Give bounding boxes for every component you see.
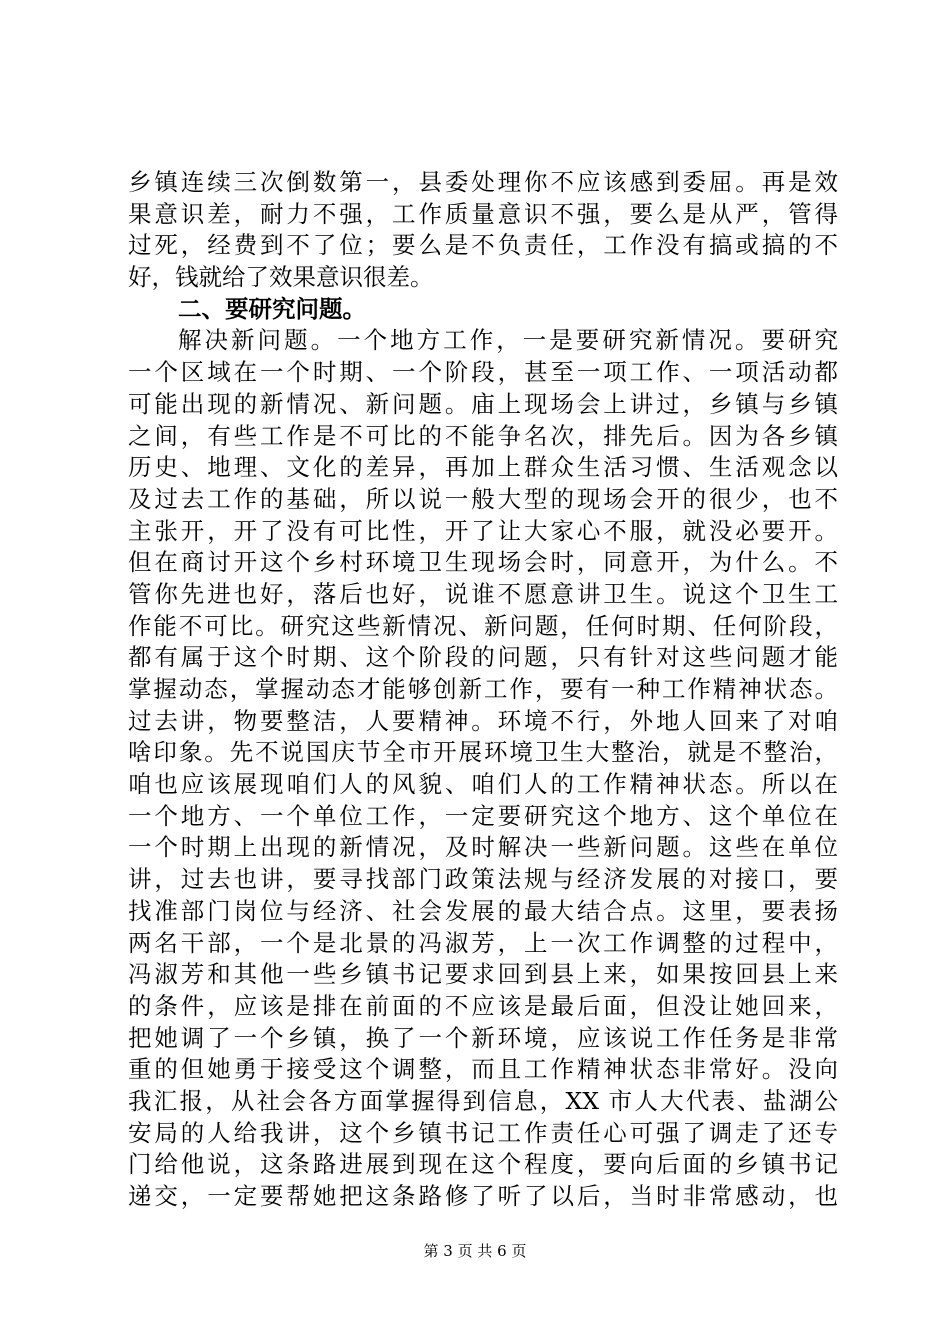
text-line: 一个时期上出现的新情况，及时解决一些新问题。这些在单位 <box>128 833 838 862</box>
text-line: 及过去工作的基础，所以说一般大型的现场会开的很少，也不 <box>128 484 838 513</box>
text-line: 都有属于这个时期、这个阶段的问题，只有针对这些问题才能 <box>128 643 838 672</box>
text-line: 乡镇连续三次倒数第一，县委处理你不应该感到委屈。再是效 <box>128 168 838 196</box>
section-heading: 二、要研究问题。 <box>178 294 366 323</box>
text-line: 递交，一定要帮她把这条路修了听了以后，当时非常感动，也 <box>128 1182 838 1210</box>
text-line: 找准部门岗位与经济、社会发展的最大结合点。这里，要表扬 <box>128 896 838 925</box>
text-line: 两名干部，一个是北景的冯淑芳，上一次工作调整的过程中， <box>128 928 838 957</box>
text-line: 历史、地理、文化的差异，再加上群众生活习惯、生活观念以 <box>128 453 838 482</box>
text-line: 可能出现的新情况、新问题。庙上现场会上讲过，乡镇与乡镇 <box>128 389 838 418</box>
text-line: 果意识差，耐力不强，工作质量意识不强，要么是从严，管得 <box>128 199 838 228</box>
text-line: 我汇报，从社会各方面掌握得到信息，XX 市人大代表、盐湖公 <box>128 1086 838 1115</box>
text-line: 主张开，开了没有可比性，开了让大家心不服，就没必要开。 <box>128 516 838 545</box>
text-line: 过死，经费到不了位；要么是不负责任，工作没有搞或搞的不 <box>128 231 838 260</box>
text-line: 门给他说，这条路进展到现在这个程度，要向后面的乡镇书记 <box>128 1150 838 1179</box>
text-line: 重的但她勇于接受这个调整，而且工作精神状态非常好。没向 <box>128 1055 838 1084</box>
text-line: 一个地方、一个单位工作，一定要研究这个地方、这个单位在 <box>128 801 838 830</box>
text-line: 安局的人给我讲，这个乡镇书记工作责任心可强了调走了还专 <box>128 1118 838 1147</box>
text-line: 咱也应该展现咱们人的风貌、咱们人的工作精神状态。所以在 <box>128 770 838 799</box>
text-line: 掌握动态，掌握动态才能够创新工作，要有一种工作精神状态。 <box>128 675 838 703</box>
page-number-footer: 第 3 页 共 6 页 <box>423 1242 527 1260</box>
text-line: 把她调了一个乡镇，换了一个新环境，应该说工作任务是非常 <box>128 1023 838 1052</box>
text-line: 但在商讨开这个乡村环境卫生现场会时，同意开，为什么。不 <box>128 548 838 577</box>
text-line: 之间，有些工作是不可比的不能争名次，排先后。因为各乡镇 <box>128 421 838 450</box>
text-line: 管你先进也好，落后也好，说谁不愿意讲卫生。说这个卫生工 <box>128 579 838 608</box>
text-line: 一个区域在一个时期、一个阶段，甚至一项工作、一项活动都 <box>128 358 838 387</box>
text-line: 的条件，应该是排在前面的不应该是最后面，但没让她回来， <box>128 991 838 1020</box>
text-line: 过去讲，物要整洁，人要精神。环境不行，外地人回来了对咱 <box>128 706 838 735</box>
text-line: 冯淑芳和其他一些乡镇书记要求回到县上来，如果按回县上来 <box>128 960 838 989</box>
text-line: 啥印象。先不说国庆节全市开展环境卫生大整治，就是不整治， <box>128 738 838 767</box>
text-line: 作能不可比。研究这些新情况、新问题，任何时期、任何阶段， <box>128 611 838 640</box>
text-line: 讲，过去也讲，要寻找部门政策法规与经济发展的对接口，要 <box>128 865 838 894</box>
document-body <box>128 167 838 1213</box>
text-line: 解决新问题。一个地方工作，一是要研究新情况。要研究 <box>178 326 838 355</box>
text-line: 好，钱就给了效果意识很差。 <box>128 263 434 292</box>
